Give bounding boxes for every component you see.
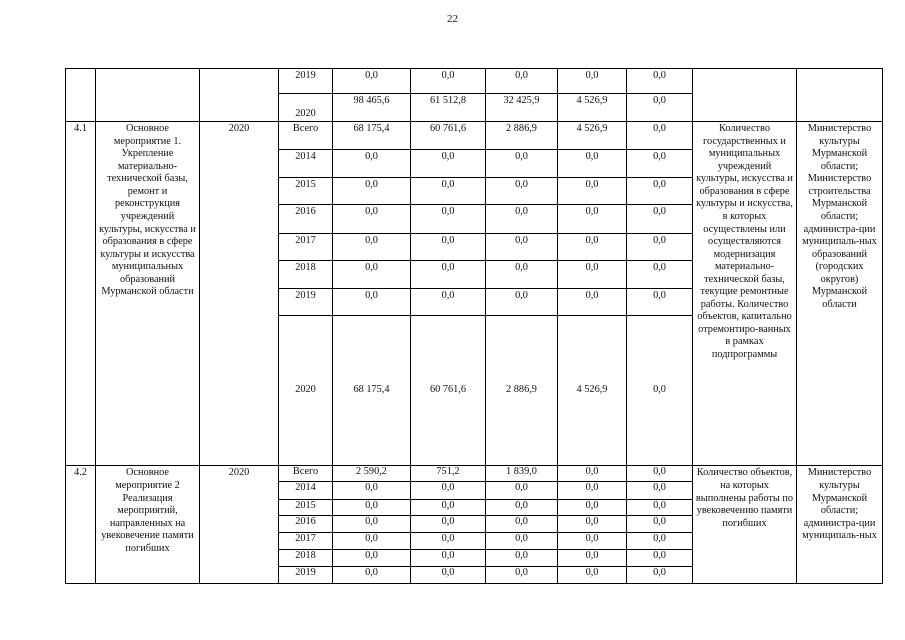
year-cell: 2017 [279, 233, 333, 260]
value-cell: 0,0 [558, 566, 627, 583]
measure-executor: Министерство культуры Мурманской области; Министерство строительства Мурманской области; администра-ции муниципаль-ных образований (городских округов) Мурманской области [797, 122, 883, 466]
value-cell: 2 590,2 [333, 466, 411, 482]
value-cell: 0,0 [333, 150, 411, 178]
value-cell: 0,0 [333, 205, 411, 233]
value-cell: 0,0 [486, 532, 558, 549]
value-cell: 98 465,6 [333, 94, 411, 122]
year-cell: 2014 [279, 150, 333, 178]
value-cell: 0,0 [627, 515, 693, 532]
value-cell: 0,0 [627, 122, 693, 150]
value-cell: 0,0 [558, 288, 627, 315]
year-cell: 2019 [279, 566, 333, 583]
value-cell: 0,0 [411, 260, 486, 288]
table-row [66, 69, 883, 94]
value-cell: 0,0 [333, 288, 411, 315]
value-cell: 0,0 [411, 566, 486, 583]
value-cell: 0,0 [558, 69, 627, 94]
empty-cell [66, 69, 96, 122]
value-cell: 0,0 [333, 260, 411, 288]
year-cell: 2014 [279, 482, 333, 499]
value-cell: 0,0 [333, 482, 411, 499]
year-cell: 2019 [279, 288, 333, 315]
value-cell: 0,0 [486, 288, 558, 315]
value-cell: 60 761,6 [411, 315, 486, 466]
value-cell: 0,0 [627, 482, 693, 499]
value-cell: 4 526,9 [558, 315, 627, 466]
value-cell: 0,0 [558, 549, 627, 566]
measure-period: 2020 [200, 122, 279, 466]
value-cell: 0,0 [558, 466, 627, 482]
measure-index: 4.2 [66, 466, 96, 584]
value-cell: 0,0 [411, 178, 486, 205]
value-cell: 0,0 [333, 515, 411, 532]
value-cell: 1 839,0 [486, 466, 558, 482]
value-cell: 0,0 [558, 178, 627, 205]
program-table [65, 68, 883, 584]
year-cell: 2019 [279, 69, 333, 94]
value-cell: 751,2 [411, 466, 486, 482]
value-cell: 0,0 [486, 515, 558, 532]
measure-name: Основное мероприятие 2 Реализация мероприятий, направленных на увековечение памяти погибших [96, 466, 200, 584]
value-cell: 0,0 [411, 205, 486, 233]
value-cell: 2 886,9 [486, 315, 558, 466]
value-cell: 0,0 [333, 566, 411, 583]
value-cell: 0,0 [411, 69, 486, 94]
value-cell: 0,0 [558, 532, 627, 549]
value-cell: 32 425,9 [486, 94, 558, 122]
value-cell: 0,0 [627, 150, 693, 178]
value-cell: 0,0 [627, 288, 693, 315]
value-cell: 0,0 [627, 205, 693, 233]
value-cell: 0,0 [558, 205, 627, 233]
measure-index: 4.1 [66, 122, 96, 466]
value-cell: 0,0 [486, 260, 558, 288]
year-cell: Всего [279, 122, 333, 150]
value-cell: 0,0 [333, 499, 411, 515]
value-cell: 0,0 [627, 69, 693, 94]
value-cell: 0,0 [486, 69, 558, 94]
page-number: 22 [447, 13, 458, 25]
value-cell: 0,0 [411, 549, 486, 566]
value-cell: 0,0 [411, 288, 486, 315]
value-cell: 0,0 [627, 233, 693, 260]
value-cell: 0,0 [411, 515, 486, 532]
value-cell: 0,0 [486, 566, 558, 583]
value-cell: 0,0 [486, 233, 558, 260]
value-cell: 4 526,9 [558, 94, 627, 122]
value-cell: 0,0 [411, 233, 486, 260]
value-cell: 0,0 [627, 532, 693, 549]
value-cell: 0,0 [627, 315, 693, 466]
value-cell: 60 761,6 [411, 122, 486, 150]
value-cell: 0,0 [558, 499, 627, 515]
value-cell: 0,0 [627, 549, 693, 566]
value-cell: 61 512,8 [411, 94, 486, 122]
value-cell: 0,0 [558, 260, 627, 288]
table-row [66, 122, 883, 150]
year-cell: 2016 [279, 515, 333, 532]
value-cell: 0,0 [486, 499, 558, 515]
value-cell: 0,0 [627, 260, 693, 288]
table-body [66, 69, 883, 584]
empty-cell [693, 69, 797, 122]
value-cell: 0,0 [558, 150, 627, 178]
year-cell: 2018 [279, 260, 333, 288]
year-cell: 2020 [279, 94, 333, 122]
value-cell: 0,0 [627, 94, 693, 122]
value-cell: 0,0 [333, 69, 411, 94]
value-cell: 0,0 [627, 466, 693, 482]
value-cell: 0,0 [333, 532, 411, 549]
year-cell: 2017 [279, 532, 333, 549]
table-row [66, 466, 883, 482]
value-cell: 0,0 [486, 178, 558, 205]
measure-period: 2020 [200, 466, 279, 584]
value-cell: 0,0 [411, 150, 486, 178]
year-cell: 2015 [279, 499, 333, 515]
year-cell: 2020 [279, 315, 333, 466]
measure-indicator: Количество объектов, на которых выполнены работы по увековечению памяти погибших [693, 466, 797, 584]
value-cell: 0,0 [411, 532, 486, 549]
empty-cell [96, 69, 200, 122]
value-cell: 0,0 [558, 233, 627, 260]
value-cell: 0,0 [627, 566, 693, 583]
value-cell: 0,0 [486, 549, 558, 566]
value-cell: 68 175,4 [333, 122, 411, 150]
value-cell: 0,0 [333, 178, 411, 205]
year-cell: 2018 [279, 549, 333, 566]
value-cell: 0,0 [411, 482, 486, 499]
value-cell: 0,0 [411, 499, 486, 515]
year-cell: 2015 [279, 178, 333, 205]
year-cell: Всего [279, 466, 333, 482]
value-cell: 0,0 [558, 482, 627, 499]
value-cell: 0,0 [333, 549, 411, 566]
measure-executor: Министерство культуры Мурманской области; администра-ции муниципаль-ных [797, 466, 883, 584]
value-cell: 0,0 [627, 499, 693, 515]
value-cell: 0,0 [558, 515, 627, 532]
value-cell: 0,0 [333, 233, 411, 260]
value-cell: 68 175,4 [333, 315, 411, 466]
value-cell: 4 526,9 [558, 122, 627, 150]
value-cell: 2 886,9 [486, 122, 558, 150]
empty-cell [797, 69, 883, 122]
measure-name: Основное мероприятие 1. Укрепление материально-технической базы, ремонт и реконструкция учреждений культуры, искусства и образования в сфере культуры и искусства муниципальных образований Мурманской области [96, 122, 200, 466]
empty-cell [200, 69, 279, 122]
year-cell: 2016 [279, 205, 333, 233]
value-cell: 0,0 [627, 178, 693, 205]
measure-indicator: Количество государственных и муниципальных учреждений культуры, искусства и образования в сфере культуры и искусства, в которых осуществлены или осуществляются модернизация материально-технической базы, текущие ремонтные работы. Количество объектов, капитально отремонтиро-ванных в рамках подпрограммы [693, 122, 797, 466]
value-cell: 0,0 [486, 150, 558, 178]
value-cell: 0,0 [486, 482, 558, 499]
value-cell: 0,0 [486, 205, 558, 233]
